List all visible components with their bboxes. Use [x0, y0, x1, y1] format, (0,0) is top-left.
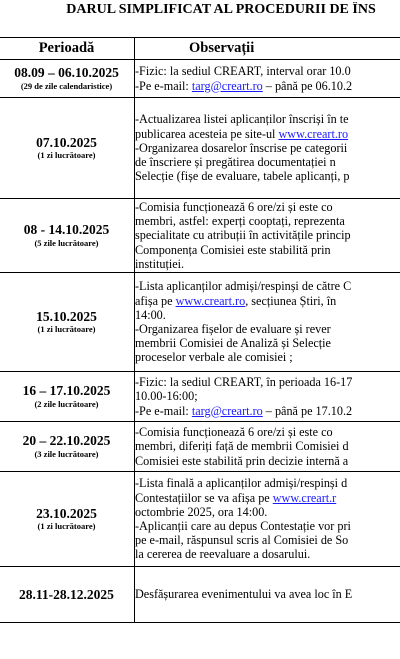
- observation-line: [135, 476, 400, 490]
- observation-text: Desfășurarea evenimentului va avea loc în E: [135, 587, 353, 602]
- period-cell: [0, 273, 135, 372]
- observation-text: membri, astfel: experți cooptați, reprezenta: [135, 214, 345, 229]
- observation-line: [135, 294, 400, 308]
- observation-text: publicarea acesteia pe site-ul: [135, 126, 279, 141]
- observation-text: de înscriere și pregătirea documentației n: [135, 155, 336, 170]
- period-cell: [0, 98, 135, 199]
- observation-text: 10.00-16:00;: [135, 389, 198, 404]
- period-duration-note: (2 zile lucrătoare): [34, 398, 99, 409]
- period-duration-note: (1 zi lucrătoare): [37, 521, 96, 532]
- observation-text: -Aplicanții care au depus Contestație vor pri: [135, 519, 351, 533]
- observation-text: -Pe e-mail:: [135, 78, 192, 93]
- observations-cell: [135, 98, 400, 199]
- observation-text: specialitate cu atribuții în activitățile princip: [135, 228, 351, 243]
- observation-line: [135, 404, 400, 418]
- observation-text: pe e-mail, răspunsul scris al Comisiei de So: [135, 533, 349, 548]
- observation-text: , secțiunea Știri, în: [245, 293, 337, 308]
- observation-text: -Comisia funcționează 6 ore/zi și este co: [135, 199, 333, 214]
- observations-cell: [135, 472, 400, 567]
- observation-line: [135, 389, 400, 403]
- observation-text: – până pe 06.10.2: [262, 78, 353, 93]
- observation-line: [135, 491, 400, 505]
- period-duration-note: (1 zi lucrătoare): [37, 324, 96, 335]
- observation-text: Contestațiilor se va afișa pe: [135, 490, 273, 505]
- period-cell: [0, 60, 135, 98]
- observation-line: [135, 547, 400, 561]
- table-row: [0, 273, 400, 372]
- observation-text: -Fizic: la sediul CREART, în perioada 16-17: [135, 375, 353, 390]
- observation-link[interactable]: www.creart.ro: [175, 293, 246, 308]
- observation-line: [135, 533, 400, 547]
- observation-text: -Lista finală a aplicanților admiși/respinși d: [135, 476, 348, 491]
- observation-text: -Lista aplicanților admiși/respinși de către C: [135, 279, 352, 294]
- observation-text: instituției.: [135, 256, 185, 271]
- table-row: [0, 472, 400, 567]
- schedule-body: [0, 60, 400, 623]
- observation-line: [135, 308, 400, 322]
- observation-line: [135, 587, 400, 601]
- observation-line: [135, 454, 400, 468]
- observation-text: Comisiei este stabilită prin decizie internă a: [135, 453, 349, 468]
- table-row: [0, 422, 400, 472]
- observation-link[interactable]: targ@creart.ro: [191, 403, 263, 418]
- period-date: 07.10.2025: [36, 134, 97, 150]
- period-duration-note: (1 zi lucrătoare): [37, 150, 96, 161]
- period-date: 23.10.2025: [36, 505, 97, 521]
- observation-line: [135, 425, 400, 439]
- period-date: 20 – 22.10.2025: [22, 433, 111, 449]
- observation-line: [135, 127, 400, 141]
- observation-text: -Comisia funcționează 6 ore/zi și este co: [135, 425, 333, 440]
- observation-text: -Organizarea dosarelor înscrise pe categorii: [135, 140, 348, 155]
- observation-line: [135, 505, 400, 519]
- period-cell: [0, 422, 135, 472]
- observation-line: [135, 112, 400, 126]
- observation-line: [135, 155, 400, 169]
- observation-line: [135, 279, 400, 293]
- period-cell: [0, 372, 135, 422]
- table-row: [0, 98, 400, 199]
- table-row: [0, 199, 400, 273]
- observation-line: [135, 141, 400, 155]
- observations-cell: [135, 60, 400, 98]
- table-row: [0, 372, 400, 422]
- observation-line: [135, 336, 400, 350]
- period-cell: [0, 472, 135, 567]
- period-date: 08.09 – 06.10.2025: [14, 65, 119, 81]
- observation-text: membrii Comisiei de Analiză și Selecție: [135, 336, 331, 351]
- observation-line: [135, 214, 400, 228]
- observation-text: -Fizic: la sediul CREART, interval orar 10.0: [135, 64, 351, 79]
- period-date: 15.10.2025: [36, 308, 97, 324]
- observation-line: [135, 243, 400, 257]
- observation-text: la cererea de reevaluare a dosarului.: [135, 547, 311, 562]
- observations-column-header: Observații: [135, 38, 400, 60]
- period-duration-note: (29 de zile calendaristice): [20, 80, 113, 91]
- observation-line: [135, 200, 400, 214]
- observation-text: Componența Comisiei este stabilită prin: [135, 242, 331, 257]
- period-date: 28.11-28.12.2025: [19, 586, 114, 602]
- observation-line: [135, 228, 400, 242]
- observation-line: [135, 439, 400, 453]
- period-cell: [0, 199, 135, 273]
- period-cell: [0, 567, 135, 623]
- observation-text: – până pe 17.10.2: [262, 403, 353, 418]
- schedule-table: [0, 37, 400, 623]
- observation-line: [135, 519, 400, 533]
- period-date: 08 - 14.10.2025: [23, 222, 110, 238]
- document-title: DARUL SIMPLIFICAT AL PROCEDURII DE ÎNS: [66, 2, 376, 17]
- observation-text: -Pe e-mail:: [135, 403, 192, 418]
- period-column-header: Perioadă: [0, 38, 135, 60]
- period-date: 16 – 17.10.2025: [22, 383, 111, 399]
- observation-text: octombrie 2025, ora 14:00.: [135, 504, 268, 519]
- period-duration-note: (3 zile lucrătoare): [34, 448, 99, 459]
- observations-cell: [135, 273, 400, 372]
- observation-link[interactable]: www.creart.r: [272, 490, 337, 505]
- period-duration-note: (5 zile lucrătoare): [34, 237, 99, 248]
- observations-cell: [135, 372, 400, 422]
- observation-line: [135, 64, 400, 78]
- observation-line: [135, 350, 400, 364]
- observation-text: -Actualizarea listei aplicanților înscriși în te: [135, 112, 349, 127]
- observation-text: membri, diferiți față de membrii Comisiei d: [135, 439, 349, 454]
- observation-line: [135, 322, 400, 336]
- observations-cell: [135, 199, 400, 273]
- observation-line: [135, 79, 400, 93]
- table-row: [0, 60, 400, 98]
- table-header-row: [0, 38, 400, 60]
- observation-text: afișa pe: [135, 293, 176, 308]
- observation-text: proceselor verbale ale comisiei ;: [135, 350, 293, 365]
- observation-line: [135, 169, 400, 183]
- observation-line: [135, 375, 400, 389]
- observations-cell: [135, 422, 400, 472]
- observation-link[interactable]: targ@creart.ro: [191, 78, 263, 93]
- observation-line: [135, 257, 400, 271]
- table-row: [0, 567, 400, 623]
- observations-cell: [135, 567, 400, 623]
- observation-link[interactable]: www.creart.ro: [278, 126, 349, 141]
- observation-text: 14:00.: [135, 307, 166, 322]
- observation-text: -Organizarea fișelor de evaluare și rever: [135, 322, 331, 336]
- observation-text: Selecție (fișe de evaluare, tabele aplicanți, p: [135, 169, 350, 184]
